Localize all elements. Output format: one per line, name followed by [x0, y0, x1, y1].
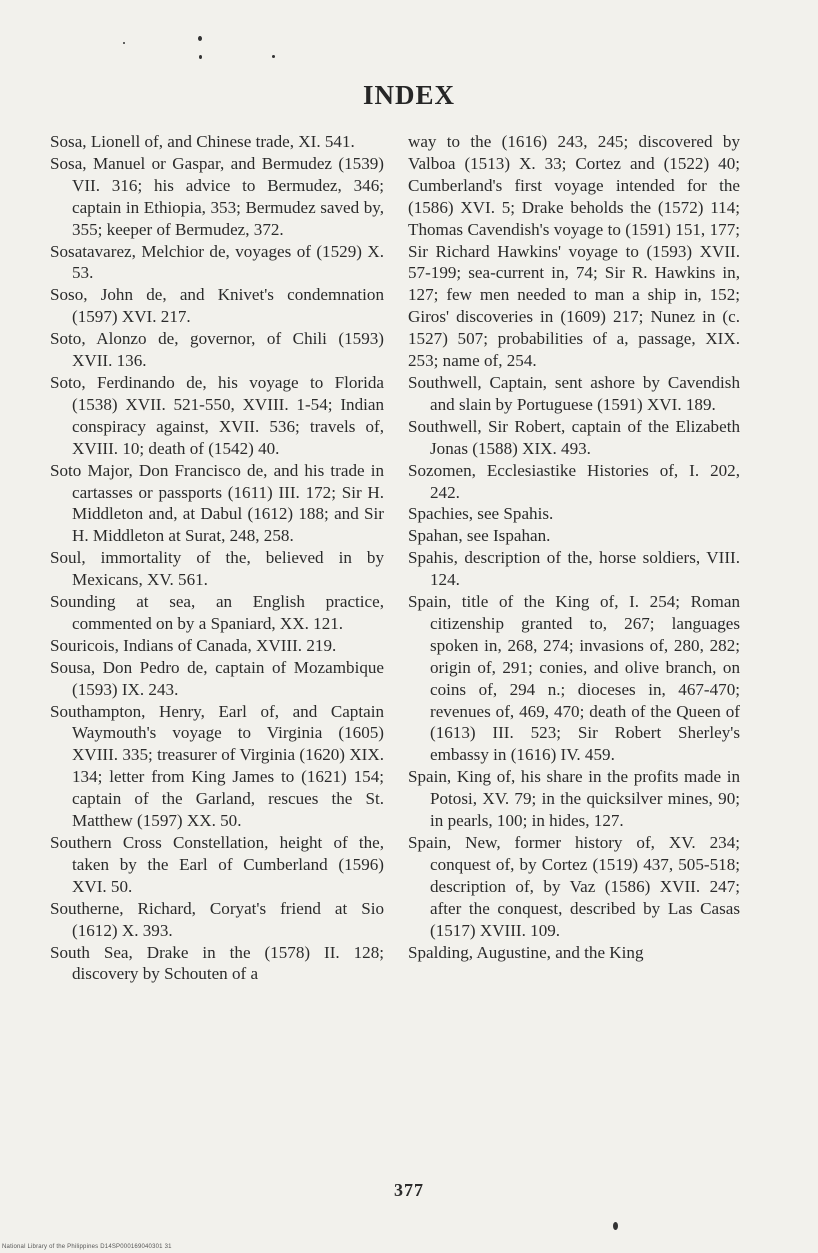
index-entry: Soul, immortality of the, believed in by Mexicans, XV. 561. — [50, 548, 384, 590]
index-entry: way to the (1616) 243, 245; discovered by Valboa (1513) X. 33; Cortez and (1522) 40; Cumberland's first voyage intended for the (1586) XVI. 5; Drake beholds the (1572) 114; Thomas Cavendish's voyage to (1591) 151, 177; Sir Richard Hawkins' voyage to (1593) XVII. 57-199; sea-current in, 74; Sir R. Hawkins in, 127; few men needed to man a ship in, 152; Giros' discoveries in (1609) 217; Nunez in (c. 1527) 507; probabilities of a, passage, XIX. 253; name of, 254. — [408, 132, 740, 371]
index-entry: Sosatavarez, Melchior de, voyages of (1529) X. 53. — [50, 241, 384, 283]
index-entry: Southern Cross Constellation, height of the, taken by the Earl of Cumberland (1596) XVI. 50. — [50, 833, 384, 896]
index-column-left — [50, 131, 384, 985]
scan-speck — [198, 36, 202, 41]
index-entry: Spahis, description of the, horse soldiers, VIII. 124. — [408, 548, 740, 590]
scan-speck — [613, 1222, 618, 1230]
index-entry: Soto, Ferdinando de, his voyage to Florida (1538) XVII. 521-550, XVIII. 1-54; Indian conspiracy against, XVII. 536; travels of, XVIII. 10; death of (1542) 40. — [50, 372, 384, 458]
scan-speck — [199, 55, 202, 59]
index-entry: Spain, New, former history of, XV. 234; conquest of, by Cortez (1519) 437, 505-518; description of, by Vaz (1586) XVII. 247; after the conquest, described by Las Casas (1517) XVIII. 109. — [408, 833, 740, 940]
index-column-right — [408, 131, 740, 963]
index-entry: Sousa, Don Pedro de, captain of Mozambique (1593) IX. 243. — [50, 657, 384, 699]
index-entry: Spain, King of, his share in the profits made in Potosi, XV. 79; in the quicksilver mines, 90; in pearls, 100; in hides, 127. — [408, 767, 740, 831]
index-entry: Soto Major, Don Francisco de, and his trade in cartasses or passports (1611) III. 172; Sir H. Middleton and, at Dabul (1612) 188; and Sir H. Middleton at Surat, 248, 258. — [50, 460, 384, 546]
index-entry: Spain, title of the King of, I. 254; Roman citizenship granted to, 267; languages spoken in, 268, 274; invasions of, 280, 282; origin of, 291; conies, and olive branch, on coins of, 294 n.; dioceses in, 467-470; revenues of, 469, 470; death of the Queen of (1613) III. 523; Sir Robert Sherley's embassy in (1616) IV. 459. — [408, 592, 740, 765]
index-entry: Southwell, Captain, sent ashore by Cavendish and slain by Portuguese (1591) XVI. 189. — [408, 372, 740, 414]
index-entry: Spachies, see Spahis. — [408, 504, 554, 524]
scan-footer: National Library of the Philippines D14SP000169040301 31 — [2, 1244, 172, 1250]
index-entry: Souricois, Indians of Canada, XVIII. 219. — [50, 635, 337, 655]
index-entry: Soso, John de, and Knivet's condemnation (1597) XVI. 217. — [50, 285, 384, 327]
index-entry: Soto, Alonzo de, governor, of Chili (1593) XVII. 136. — [50, 329, 384, 371]
index-entry: Sosa, Lionell of, and Chinese trade, XI. 541. — [50, 132, 355, 151]
index-entry: Southerne, Richard, Coryat's friend at Sio (1612) X. 393. — [50, 898, 384, 940]
index-entry: Sozomen, Ecclesiastike Histories of, I. 202, 242. — [408, 460, 740, 502]
index-entry: Southwell, Sir Robert, captain of the Elizabeth Jonas (1588) XIX. 493. — [408, 416, 740, 458]
index-entry: South Sea, Drake in the (1578) II. 128; discovery by Schouten of a — [50, 942, 384, 984]
page-number: 377 — [394, 1180, 424, 1200]
index-entry: Spahan, see Ispahan. — [408, 526, 551, 546]
index-entry: Sosa, Manuel or Gaspar, and Bermudez (1539) VII. 316; his advice to Bermudez, 346; captain in Ethiopia, 353; Bermudez saved by, 355; keeper of Bermudez, 372. — [50, 153, 384, 239]
page-title: INDEX — [362, 80, 455, 110]
scan-speck — [272, 55, 275, 58]
index-entry: Sounding at sea, an English practice, commented on by a Spaniard, XX. 121. — [50, 592, 384, 633]
index-entry: Spalding, Augustine, and the King — [408, 942, 644, 962]
scan-speck — [123, 42, 125, 44]
index-entry: Southampton, Henry, Earl of, and Captain Waymouth's voyage to Virginia (1605) XVIII. 335; treasurer of Virginia (1620) XIX. 134; letter from King James to (1621) 154; captain of the Garland, rescues the St. Matthew (1597) XX. 50. — [50, 701, 384, 831]
